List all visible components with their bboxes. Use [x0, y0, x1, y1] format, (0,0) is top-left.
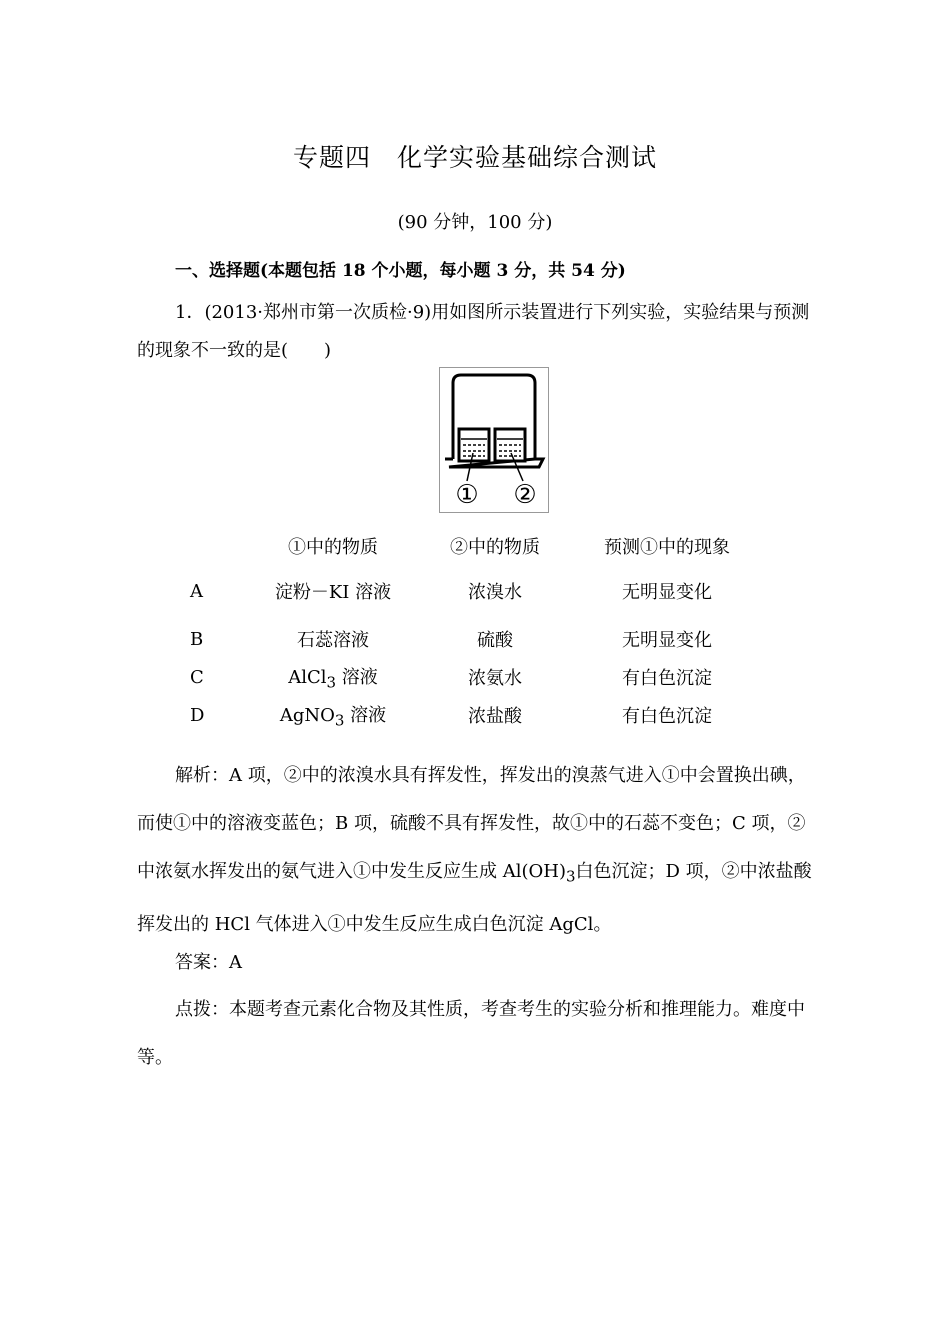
option-phenomenon: 有白色沉淀: [622, 706, 712, 727]
analysis-text: [137, 752, 817, 949]
header-substance-1: ①中的物质: [288, 537, 378, 558]
tip-text: 点拨：本题考查元素化合物及其性质，考查考生的实验分析和推理能力。难度中等。: [137, 999, 805, 1068]
formula-main: AlCl: [288, 666, 327, 688]
option-phenomenon: 有白色沉淀: [622, 668, 712, 689]
formula-tail: 溶液: [344, 704, 387, 726]
beaker-2-label: ②: [513, 480, 537, 510]
formula-subscript: 3: [326, 673, 337, 692]
formula-subscript: 3: [334, 711, 345, 730]
option-row-d: [190, 696, 772, 734]
apparatus-diagram: [439, 367, 549, 513]
question-text: 1．(2013·郑州市第一次质检·9)用如图所示装置进行下列实验，实验结果与预测的现象不一致的是( ): [137, 302, 810, 361]
header-phenomenon: 预测①中的现象: [604, 537, 730, 558]
option-letter: D: [190, 704, 205, 726]
option-letter: A: [190, 580, 203, 602]
analysis-part-1: 解析：A 项，②中的浓溴水具有挥发性，挥发出的溴蒸气进入①中会置换出碘，而使①中的溶液变蓝色；B 项，硫酸不具有挥发性，故①中的石蕊不变色；C 项，②中浓氨水挥发出的氨气进入①中发生反应生成 Al(OH): [137, 765, 806, 882]
answer-text: 答案：A: [175, 952, 242, 973]
header-empty: [190, 530, 238, 562]
analysis-subscript: 3: [565, 867, 576, 886]
beaker-1-label: ①: [455, 480, 479, 510]
apparatus-figure: [439, 367, 549, 513]
option-phenomenon: 无明显变化: [622, 582, 712, 603]
option-substance-1: [238, 696, 428, 734]
formula-tail: 溶液: [336, 666, 378, 688]
page-subtitle: (90 分钟，100 分): [397, 212, 553, 233]
formula-main: AgNO: [279, 704, 335, 726]
option-substance-2: 浓溴水: [468, 582, 522, 603]
section-heading: 一、选择题(本题包括 18 个小题，每小题 3 分，共 54 分): [175, 261, 626, 281]
option-row-a: [190, 572, 772, 610]
option-row-b: [190, 620, 772, 658]
option-substance-2: 浓盐酸: [468, 706, 522, 727]
option-letter: B: [190, 628, 204, 650]
options-header-row: [190, 530, 772, 562]
option-substance-2: 硫酸: [477, 630, 513, 651]
analysis-part-2: 白色沉淀；D 项，②中浓盐酸挥发出的 HCl 气体进入①中发生反应生成白色沉淀 AgCl。: [137, 861, 812, 935]
option-substance-1: 淀粉－KI 溶液: [274, 582, 392, 603]
option-substance-1: [238, 658, 428, 696]
option-substance-2: 浓氨水: [468, 668, 522, 689]
option-row-c: [190, 658, 772, 696]
option-phenomenon: 无明显变化: [622, 630, 712, 651]
header-substance-2: ②中的物质: [450, 537, 540, 558]
page-title: 专题四 化学实验基础综合测试: [292, 143, 657, 172]
options-table: [190, 530, 772, 734]
option-substance-1: 石蕊溶液: [297, 630, 369, 651]
option-letter: C: [190, 666, 204, 688]
